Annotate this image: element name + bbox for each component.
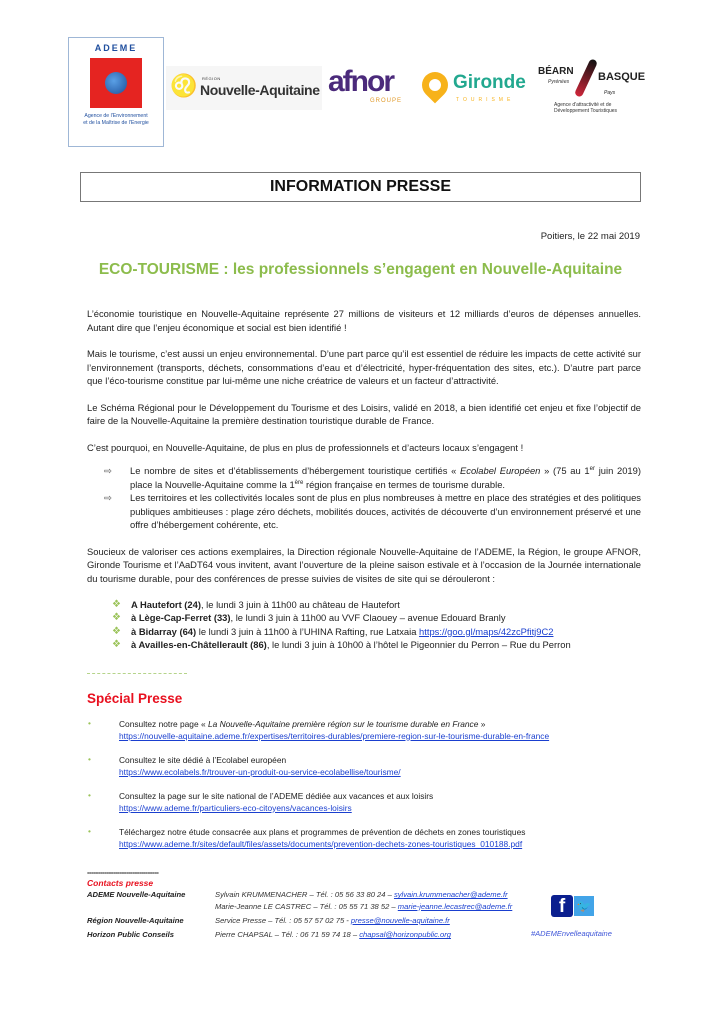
contact-details: Marie-Jeanne LE CASTREC – Tél. : 05 55 71 38 52 – (215, 901, 398, 911)
paragraph-1: L’économie touristique en Nouvelle-Aquitaine représente 27 millions de visiteurs et 12 milliards d’euros de dépenses annuelles. Autant dire que l’enjeu économique et social est bien identifié ! (87, 308, 641, 333)
special-item-link[interactable]: https://www.ademe.fr/sites/default/files/assets/documents/prevention-dechets-zones-touristiques_010188.pdf (119, 838, 523, 849)
ademe-subtitle-line1: Agence de l'Environnement (84, 113, 148, 119)
contact-email[interactable]: presse@nouvelle-aquitaine.fr (350, 916, 450, 925)
ademe-logo-square (90, 58, 142, 108)
information-presse-title: INFORMATION PRESSE (80, 172, 641, 202)
facebook-icon[interactable]: f (551, 895, 573, 917)
swoosh-icon (574, 58, 598, 98)
key-fact-text: Les territoires et les collectivités locales sont de plus en plus nombreuses à mettre en place des stratégies et des politiques publiques ambitieuses : plage zéro déchets, mobilités douces, activités de découverte d’un environnement préservé et une offre d’hébergement cohérente, etc. (130, 492, 641, 530)
key-fact-text: région française en termes de tourisme durable. (303, 478, 506, 490)
special-item-text: Consultez notre page « (119, 719, 208, 730)
event-details: le lundi 3 juin à 11h00 à l’UHINA Rafting, rue Latxaia (196, 625, 420, 637)
globe-icon (105, 72, 127, 94)
special-item-text: Consultez le site dédié à l’Ecolabel européen (119, 755, 287, 766)
special-item-link[interactable]: https://nouvelle-aquitaine.ademe.fr/expertises/territoires-durables/premiere-region-sur-le-tourisme-durable-en-france (119, 730, 550, 741)
afnor-logo (328, 67, 418, 107)
key-fact-text: juin 2019) place la Nouvelle-Aquitaine comme la 1 (130, 465, 641, 490)
invitation-paragraph: Soucieux de valoriser ces actions exemplaires, la Direction régionale Nouvelle-Aquitaine de l’ADEME, la Région, le groupe AFNOR, Gironde Tourisme et l’AaDT64 vous invitent, avant l’ouverture de la pleine saison estivale et à l’occasion de la Journée internationale du tourisme durable, pour des conférences de presse suivies de visites de site qui se dérouleront : (87, 545, 641, 584)
contact-email[interactable]: chapsal@horizonpublic.org (359, 930, 451, 940)
contact-entry (215, 901, 545, 912)
ademe-subtitle-line2: et de la Maîtrise de l'Energie (83, 120, 149, 126)
event-details: , le lundi 3 juin à 10h00 à l’hôtel le Pigeonnier du Perron – Rue du Perron (266, 638, 571, 650)
contact-details: Pierre CHAPSAL – Tél. : 06 71 59 74 18 – (215, 930, 360, 940)
event-place: A Hautefort (24) (131, 599, 201, 610)
gironde-tourisme-logo (422, 72, 532, 112)
superscript: er (589, 465, 595, 472)
contacts-list (87, 889, 641, 941)
contact-entry (215, 915, 545, 926)
events-list (112, 598, 641, 651)
special-item (88, 827, 641, 850)
ademe-logo-name: ADEME (94, 43, 138, 53)
special-item (88, 719, 641, 742)
contact-email[interactable]: marie-jeanne.lecastrec@ademe.fr (397, 901, 513, 911)
section-divider (87, 673, 187, 674)
afnor-logo-sub: GROUPE (370, 98, 403, 104)
contact-details: Service Presse – Tél. : 05 57 57 02 75 - (215, 916, 351, 925)
paragraph-2: Mais le tourisme, c’est aussi un enjeu environnemental. D’une part parce qu’il est essentiel de réduire les impacts de cette activité sur l’environnement (transports, déchets, consommations d’eau et d’électricité, hyper-fréquentation des sites, etc.). D’autre part parce que l’éco-tourisme constitue par lui-même une niche créatrice de valeurs et un facteur d’attractivité. (87, 348, 641, 386)
key-fact-item (104, 491, 641, 532)
nouvelle-aquitaine-logo (166, 66, 322, 110)
bearn-logo-pays: Pays (604, 90, 616, 96)
paragraph-4: C’est pourquoi, en Nouvelle-Aquitaine, de plus en plus de professionnels et d’acteurs locaux s’engagent ! (87, 441, 524, 453)
special-item-text: Consultez la page sur le site national de l’ADEME dédiée aux vacances et aux loisirs (119, 791, 434, 802)
hashtag[interactable]: #ADEMEnvelleaquitaine (531, 929, 612, 939)
bearn-agency-line1: Agence d'attractivité et de (554, 102, 612, 108)
special-item-emphasis: La Nouvelle-Aquitaine première région sur le tourisme durable en France (207, 719, 479, 730)
na-logo-name: Nouvelle-Aquitaine (200, 82, 320, 98)
headline: ECO-TOURISME : les professionnels s’engagent en Nouvelle-Aquitaine (98, 261, 623, 278)
press-date: Poitiers, le 22 mai 2019 (540, 231, 640, 242)
event-details: , le lundi 3 juin à 11h00 au château de Hautefort (200, 599, 400, 610)
bullet-icon: • (88, 718, 91, 729)
special-item-link[interactable]: https://www.ecolabels.fr/trouver-un-produit-ou-service-ecolabellise/tourisme/ (119, 766, 401, 777)
special-item (88, 791, 641, 814)
paragraph-3: Le Schéma Régional pour le Développement du Tourisme et des Loisirs, validé en 2018, a bien identifié cet enjeu et fixe l’objectif de faire de la Nouvelle-Aquitaine la première destination touristique durable de France. (87, 401, 641, 426)
contacts-title: Contacts presse (87, 878, 154, 889)
map-link[interactable]: https://goo.gl/maps/42zcPfitj9C2 (419, 625, 554, 637)
special-item (88, 755, 641, 778)
event-item (112, 598, 641, 611)
bearn-logo-left-sub: Pyrénées (548, 79, 570, 85)
press-release-body (80, 172, 641, 941)
bullet-icon: • (88, 754, 91, 765)
key-fact-text: Le nombre de sites et d’établissements d’hébergement touristique certifiés « (130, 465, 461, 476)
contacts-separator: --------------------------------- (87, 868, 159, 878)
event-place: à Lège-Cap-Ferret (33) (131, 612, 231, 624)
event-place: à Availles-en-Châtellerault (86) (131, 638, 267, 650)
na-logo-region: RÉGION (202, 76, 221, 81)
special-presse-heading: Spécial Presse (87, 691, 183, 707)
ecolabel-emphasis: Ecolabel Européen (460, 465, 541, 476)
contact-org: ADEME Nouvelle-Aquitaine (87, 890, 186, 900)
bearn-logo-agency (554, 102, 617, 114)
contact-org: Région Nouvelle-Aquitaine (87, 916, 184, 925)
map-pin-icon (417, 67, 454, 104)
event-item (112, 638, 641, 651)
twitter-icon[interactable]: 🐦 (574, 896, 594, 916)
special-item-link[interactable]: https://www.ademe.fr/particuliers-eco-citoyens/vacances-loisirs (119, 802, 352, 813)
key-facts-list (104, 464, 641, 532)
afnor-logo-name: afnor (328, 65, 393, 98)
arrow-right-icon: ⇨ (104, 465, 112, 476)
contact-details: Sylvain KRUMMENACHER – Tél. : 05 56 33 80 24 – (215, 890, 394, 900)
lion-icon: ♌ (170, 73, 198, 98)
event-item (112, 611, 641, 624)
social-links (531, 895, 641, 945)
diamond-bullet-icon: ❖ (112, 638, 121, 650)
arrow-right-icon: ⇨ (104, 492, 112, 503)
ademe-logo (68, 37, 164, 147)
diamond-bullet-icon: ❖ (112, 599, 121, 610)
contact-org: Horizon Public Conseils (87, 930, 174, 940)
superscript: ère (294, 479, 304, 486)
bullet-icon: • (88, 790, 91, 801)
bearn-agency-line2: Développement Touristiques (554, 108, 618, 114)
gironde-logo-name: Gironde (453, 72, 526, 93)
diamond-bullet-icon: ❖ (112, 612, 121, 624)
event-place: à Bidarray (64) (131, 625, 197, 637)
bullet-icon: • (88, 826, 91, 837)
contact-email[interactable]: sylvain.krummenacher@ademe.fr (393, 890, 508, 900)
event-item (112, 625, 641, 638)
bearn-logo-left: BÉARN (538, 66, 574, 77)
gironde-logo-sub: TOURISME (456, 97, 515, 103)
contact-entry (215, 889, 545, 900)
bearn-logo-basque: BASQUE (598, 71, 646, 83)
key-fact-text: » (75 au 1 (540, 465, 590, 476)
event-details: , le lundi 3 juin à 11h00 au VVF Claouey – avenue Edouard Branly (230, 612, 506, 624)
special-item-text: » (478, 719, 486, 730)
key-fact-item (104, 464, 641, 491)
ademe-logo-subtitle (69, 113, 163, 127)
diamond-bullet-icon: ❖ (112, 625, 121, 637)
contact-entry (215, 929, 545, 940)
special-item-text: Téléchargez notre étude consacrée aux plans et programmes de prévention de déchets en zones touristiques (119, 827, 526, 838)
bearn-pays-basque-logo (538, 56, 648, 122)
